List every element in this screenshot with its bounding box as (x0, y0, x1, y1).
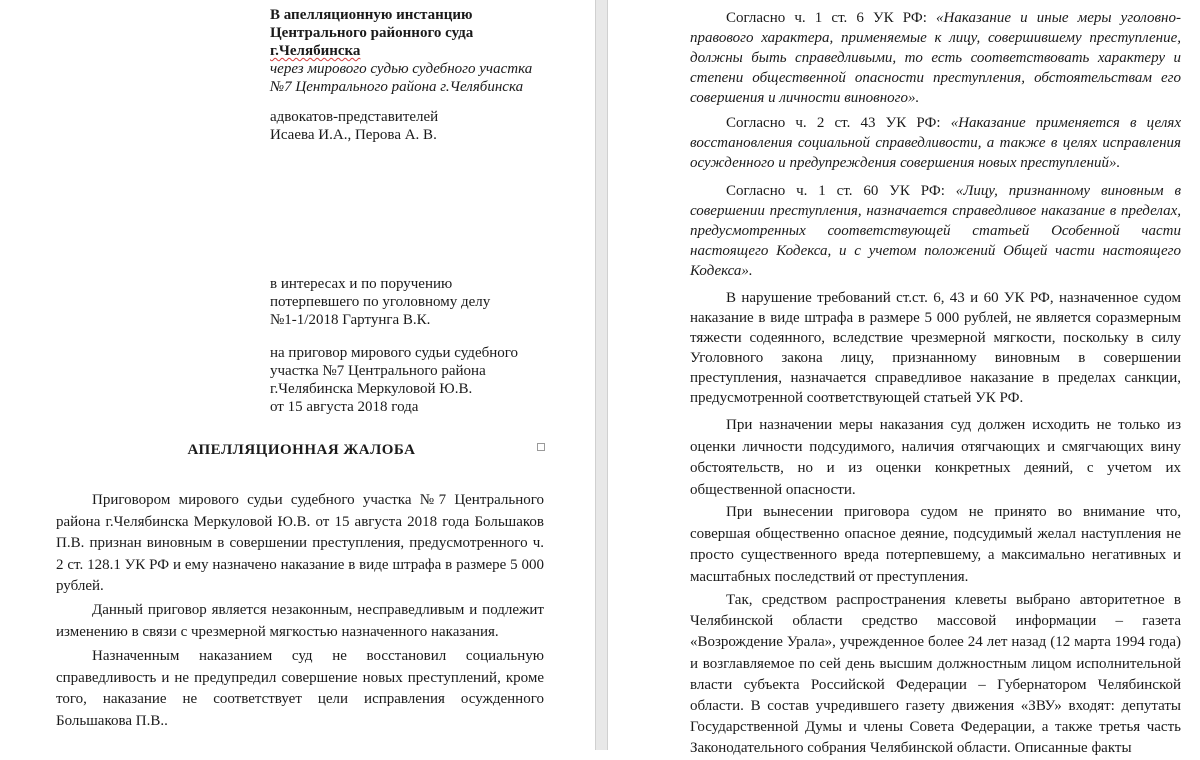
via-line-text: №7 Центрального района г.Челябинска (270, 79, 524, 95)
citation-lead: Согласно ч. 1 ст. 6 УК РФ: (726, 10, 937, 26)
paragraph-unlawful: Данный приговор является незаконным, несправедливым и подлежит изменению в связи с чрезмерной мягкостью назначенного наказания. (56, 602, 544, 640)
paragraph-punishment: Назначенным наказанием суд не восстановил социальную справедливость и не предупредил совершение новых преступлений, кроме того, наказание не соответствует цели исправления осужденного Большакова П.В.. (56, 648, 544, 729)
citation-quote: «Наказание и иные меры уголовно-правового характера, применяемые к лицу, совершившему преступление, должны быть справедливыми, то есть соответствовать характеру и степени общественной опасности преступления, обстоятельствам его совершения и личности виновного». (690, 10, 1181, 106)
paragraph-assessment: При назначении меры наказания суд должен исходить не только из оценки личности подсудимого, наличия отягчающих и смягчающих вину обстоятельств, но и из оценки конкретных деяний, с учетом их общественной опасности. (690, 417, 1181, 498)
verdict-line-text: г.Челябинска Меркуловой Ю.В. (270, 381, 473, 397)
paragraph-article-6 (690, 8, 1181, 108)
paragraph-article-43 (690, 113, 1181, 173)
spellcheck-flagged-word: г.Челябинска (270, 43, 361, 59)
page-gap-divider (595, 0, 608, 750)
document-title: АПЕЛЛЯЦИОННАЯ ЖАЛОБА (187, 442, 416, 458)
citation-quote: «Наказание применяется в целях восстановления социальной справедливости, а также в целях исправления осужденного и предупреждения совершения новых преступлений». (690, 115, 1181, 171)
verdict-line: на приговор мирового судьи судебного (270, 345, 519, 361)
verdict-line: участка №7 Центрального района (270, 363, 486, 379)
via-line (270, 78, 560, 96)
via-justice (270, 60, 560, 96)
court-line (270, 42, 560, 60)
document-page-left (0, 0, 595, 750)
advocates-line: Исаева И.А., Перова А. В. (270, 127, 437, 143)
interest-line: в интересах и по поручению (270, 276, 453, 292)
interest-block (270, 275, 560, 329)
paragraph-article-60 (690, 181, 1181, 281)
paragraph-violation: В нарушение требований ст.ст. 6, 43 и 60 УК РФ, назначенное судом наказание в виде штрафа в размере 5 000 рублей, не является соразмерным тяжести содеянного, вследствие чрезмерной мягкости, поскольку в силу Уголовного закона лицу, признанному виновным в совершении преступления, назначается справедливое наказание в пределах санкции, предусмотренной соответствующей статьей УК РФ. (690, 290, 1181, 406)
verdict-line (270, 380, 560, 398)
verdict-line: от 15 августа 2018 года (270, 399, 419, 415)
advocates-line: адвокатов-представителей (270, 109, 439, 125)
court-addressee (270, 6, 560, 60)
court-line: Центрального районного суда (270, 25, 474, 41)
paragraph-verdict: Приговором мирового судьи судебного участка №7 Центрального района г.Челябинска Меркуловой Ю.В. от 15 августа 2018 года Большаков П.В. признан виновным в совершении преступления, предусмотренного ч. 2 ст. 128.1 УК РФ и ему назначено наказание в виде штрафа в размере 5 000 рублей. (56, 492, 544, 594)
paragraph-anchor-icon[interactable] (537, 443, 545, 451)
citation-quote: «Лицу, признанному виновным в совершении преступления, назначается справедливое наказание в пределах, предусмотренных соответствующей статьей Особенной части настоящего Кодекса, и с учетом положений Общей части настоящего Кодекса». (690, 183, 1181, 279)
via-line: через мирового судью судебного участка (270, 61, 533, 77)
paragraph-intent: При вынесении приговора судом не принято во внимание что, совершая общественно опасное деяние, подсудимый желал наступления не просто существенного вреда потерпевшему, а максимально негативных и масштабных последствий от преступления. (690, 504, 1181, 585)
interest-line: потерпевшего по уголовному делу (270, 294, 491, 310)
interest-line: №1-1/2018 Гартунга В.К. (270, 312, 431, 328)
paragraph-media: Так, средством распространения клеветы выбрано авторитетное в Челябинской области средство массовой информации – газета «Возрождение Урала», учрежденное более 24 лет назад (12 марта 1994 года) и возглавляемое по сей день высшим должностным лицом исполнительной власти субъекта Российской Федерации – Губернатором Челябинской области. В состав учредившего газету движения «ЗВУ» входят: депутаты Государственной Думы и члены Совета Федерации, а также третья часть Законодательного собрания Челябинской области. Описанные факты (690, 592, 1181, 757)
court-line: В апелляционную инстанцию (270, 7, 473, 23)
advocates-block (270, 108, 560, 144)
citation-lead: Согласно ч. 1 ст. 60 УК РФ: (726, 183, 956, 199)
citation-lead: Согласно ч. 2 ст. 43 УК РФ: (726, 115, 951, 131)
verdict-block (270, 344, 560, 416)
